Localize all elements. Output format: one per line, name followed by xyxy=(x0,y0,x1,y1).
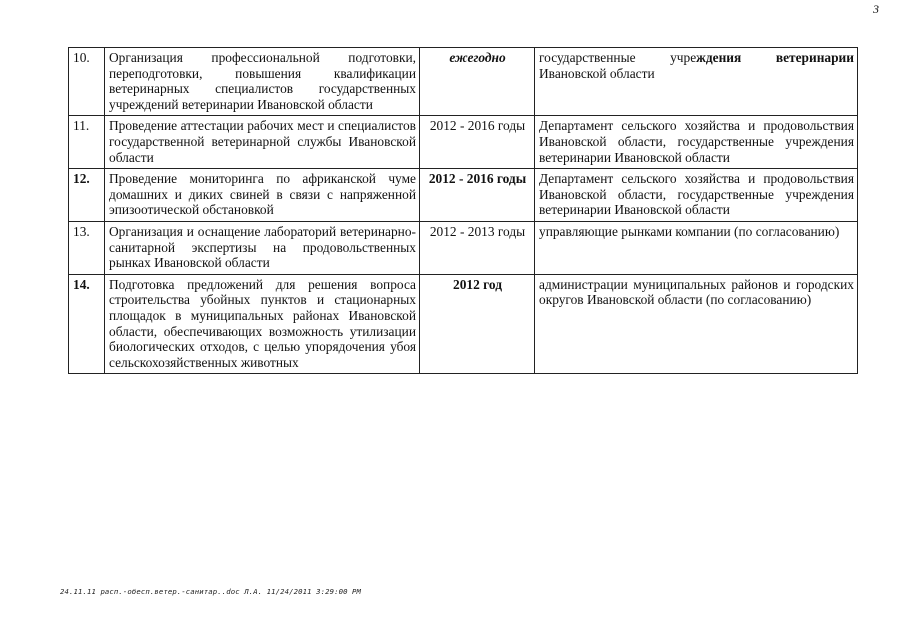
responsible-text: государственные учре xyxy=(539,50,697,65)
row-number: 13. xyxy=(69,221,105,274)
activity-table xyxy=(68,47,858,374)
responsible-cell: Департамент сельского хозяйства и продовольствия Ивановской области, государственные учреждения ветеринарии Ивановской области xyxy=(535,169,858,222)
responsible-text-bold: ждения ветеринарии xyxy=(696,50,854,65)
responsible-cell xyxy=(535,48,858,116)
row-number: 14. xyxy=(69,274,105,374)
table-row xyxy=(69,169,858,222)
table-row xyxy=(69,48,858,116)
page-number: 3 xyxy=(873,2,879,16)
table-row xyxy=(69,221,858,274)
document-footer: 24.11.11 расп.-обесп.ветер.-санитар..doc Л.А. 11/24/2011 3:29:00 PM xyxy=(60,587,362,596)
activity-cell: Подготовка предложений для решения вопроса строительства убойных пунктов и стационарных площадок в муниципальных районах Ивановской области, обеспечивающих возможность утилизации биологических отходов, с целью упорядочения убоя сельскохозяйственных животных xyxy=(105,274,420,374)
responsible-cell: управляющие рынками компании (по согласованию) xyxy=(535,221,858,274)
activity-cell: Организация и оснащение лабораторий ветеринарно-санитарной экспертизы на продовольственных рынках Ивановской области xyxy=(105,221,420,274)
row-number: 11. xyxy=(69,116,105,169)
term-cell: 2012 - 2016 годы xyxy=(420,169,535,222)
responsible-cell: администрации муниципальных районов и городских округов Ивановской области (по согласованию) xyxy=(535,274,858,374)
row-number: 12. xyxy=(69,169,105,222)
row-number: 10. xyxy=(69,48,105,116)
term-cell: ежегодно xyxy=(420,48,535,116)
responsible-text: Ивановской области xyxy=(539,65,655,81)
activity-cell: Проведение аттестации рабочих мест и специалистов государственной ветеринарной службы Ивановской области xyxy=(105,116,420,169)
table-row xyxy=(69,274,858,374)
activity-cell: Организация профессиональной подготовки, переподготовки, повышения квалификации ветеринарных специалистов государственных учреждений ветеринарии Ивановской области xyxy=(105,48,420,116)
activity-cell: Проведение мониторинга по африканской чуме домашних и диких свиней в связи с напряженной эпизоотической обстановкой xyxy=(105,169,420,222)
responsible-cell: Департамент сельского хозяйства и продовольствия Ивановской области, государственные учреждения ветеринарии Ивановской области xyxy=(535,116,858,169)
term-cell: 2012 год xyxy=(420,274,535,374)
table-row xyxy=(69,116,858,169)
term-cell: 2012 - 2016 годы xyxy=(420,116,535,169)
term-cell: 2012 - 2013 годы xyxy=(420,221,535,274)
